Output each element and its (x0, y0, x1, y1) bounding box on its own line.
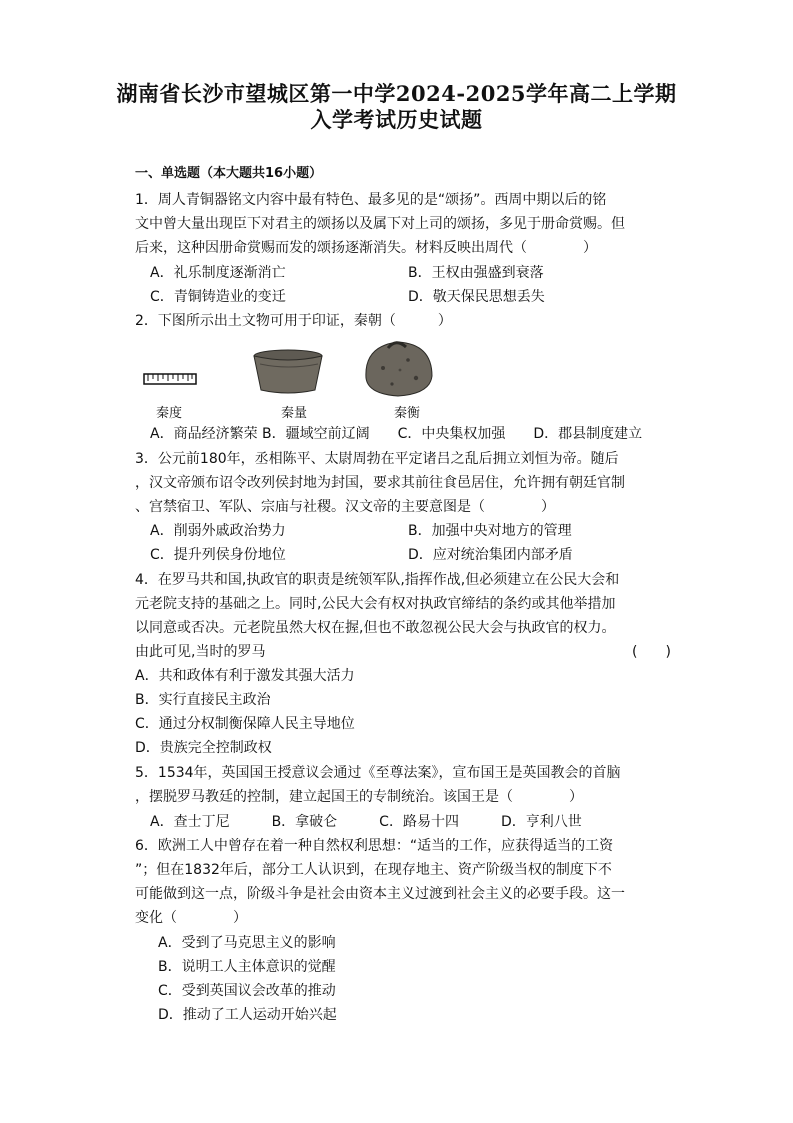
q5-options: A．查士丁尼 B．拿破仑 C．路易十四 D．亨利八世 (150, 814, 582, 830)
section-heading: 一、单选题（本大题共16小题） (135, 166, 323, 181)
q6-option-b: B．说明工人主体意识的觉醒 (158, 959, 336, 975)
exam-title-line1: 湖南省长沙市望城区第一中学2024-2025学年高二上学期 (116, 81, 677, 106)
caption-qin-liang: 秦量 (281, 406, 308, 421)
q4-option-d: D．贵族完全控制政权 (135, 740, 272, 756)
q6-option-d: D．推动了工人运动开始兴起 (158, 1007, 337, 1023)
q5-line2: ，摆脱罗马教廷的控制，建立起国王的专制统治。该国王是（ ） (135, 789, 583, 805)
q1-line3: 后来，这种因册命赏赐而发的颂扬逐渐消失。材料反映出周代（ ） (135, 240, 597, 256)
q4-line1: 4．在罗马共和国,执政官的职责是统领军队,指挥作战,但必须建立在公民大会和 (135, 572, 620, 588)
q6-option-a: A．受到了马克思主义的影响 (158, 935, 336, 951)
q3-line3: 、宫禁宿卫、军队、宗庙与社稷。汉文帝的主要意图是（ ） (135, 499, 555, 515)
exam-title-line2: 入学考试历史试题 (310, 107, 483, 132)
q1-option-a: A．礼乐制度逐渐消亡 (150, 265, 286, 281)
q4-option-b: B．实行直接民主政治 (135, 692, 271, 708)
q4-option-a: A．共和政体有利于激发其强大活力 (135, 668, 355, 684)
q3-option-d: D．应对统治集团内部矛盾 (408, 547, 573, 563)
caption-qin-heng: 秦衡 (394, 406, 421, 421)
q3-option-a: A．削弱外戚政治势力 (150, 523, 286, 539)
caption-qin-du: 秦度 (156, 406, 183, 421)
qin-measure-vessel-image (254, 350, 322, 393)
q6-line2: ”；但在1832年后，部分工人认识到，在现存地主、资产阶级当权的制度下不 (135, 862, 612, 878)
q3-line1: 3．公元前180年，丞相陈平、太尉周勃在平定诸吕之乱后拥立刘恒为帝。随后 (135, 451, 619, 467)
q6-line1: 6．欧洲工人中曾存在着一种自然权利思想：“适当的工作，应获得适当的工资 (135, 838, 614, 854)
q1-line2: 文中曾大量出现臣下对君主的颂扬以及属下对上司的颂扬，多见于册命赏赐。但 (135, 216, 625, 232)
q3-line2: ，汉文帝颁布诏令改列侯封地为封国，要求其前往食邑居住，允许拥有朝廷官制 (135, 475, 625, 491)
q4-line3: 以同意或否决。元老院虽然大权在握,但也不敢忽视公民大会与执政官的权力。 (135, 620, 616, 636)
q4-option-c: C．通过分权制衡保障人民主导地位 (135, 716, 355, 732)
q3-option-c: C．提升列侯身份地位 (150, 547, 286, 563)
q1-option-d: D．敬天保民思想丢失 (408, 289, 545, 305)
q1-option-c: C．青铜铸造业的变迁 (150, 289, 286, 305)
q2-options: A．商品经济繁荣 B．疆域空前辽阔 C．中央集权加强 D．郡县制度建立 (150, 426, 643, 442)
qin-relics-figure (140, 338, 440, 400)
q6-line4: 变化（ ） (135, 910, 247, 926)
q1-option-b: B．王权由强盛到衰落 (408, 265, 544, 281)
q4-answer-paren: ( ) (632, 644, 671, 660)
q3-option-b: B．加强中央对地方的管理 (408, 523, 572, 539)
q4-line2: 元老院支持的基础之上。同时,公民大会有权对执政官缔结的条约或其他举措加 (135, 596, 616, 612)
qin-ruler-image (144, 374, 196, 384)
qin-weight-image (366, 342, 432, 396)
q6-line3: 可能做到这一点，阶级斗争是社会由资本主义过渡到社会主义的必要手段。这一 (135, 886, 625, 902)
q6-option-c: C．受到英国议会改革的推动 (158, 983, 336, 999)
q5-line1: 5．1534年，英国国王授意议会通过《至尊法案》，宣布国王是英国教会的首脑 (135, 765, 621, 781)
q1-line1: 1．周人青铜器铭文内容中最有特色、最多见的是“颂扬”。西周中期以后的铭 (135, 192, 607, 208)
q4-line4: 由此可见,当时的罗马 (135, 644, 266, 660)
q2-line1: 2．下图所示出土文物可用于印证，秦朝（ ） (135, 313, 452, 329)
